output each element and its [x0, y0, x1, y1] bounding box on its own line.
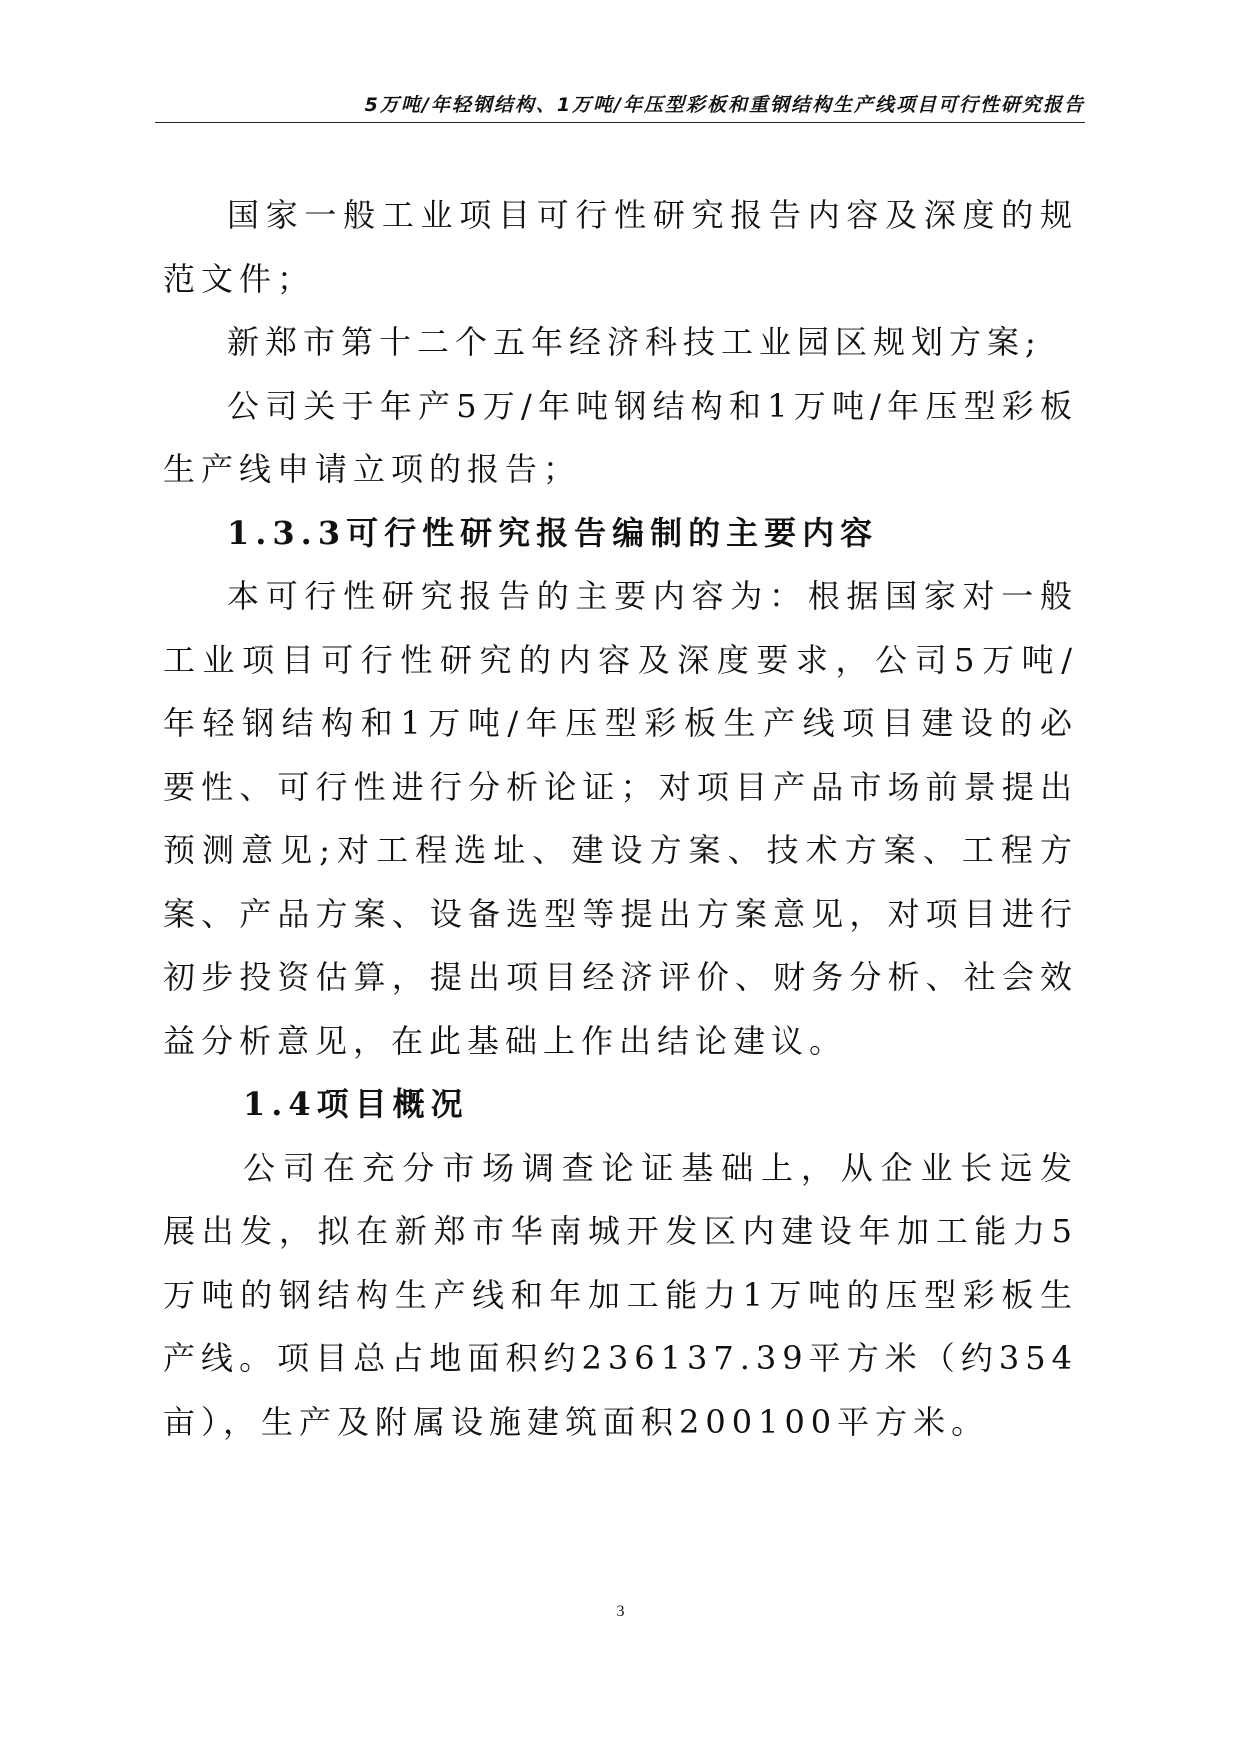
section-heading-1-3-3: 1.3.3可行性研究报告编制的主要内容: [227, 513, 879, 552]
paragraph-basis-1: 国家一般工业项目可行性研究报告内容及深度的规范文件；: [163, 196, 1078, 298]
paragraph-main-content: 本可行性研究报告的主要内容为：根据国家对一般工业项目可行性研究的内容及深度要求，公司5万吨/年轻钢结构和1万吨/年压型彩板生产线项目建设的必要性、可行性进行分析论证；对项目产品市场前景提出预测意见;对工程选址、建设方案、技术方案、工程方案、产品方案、设备选型等提出方案意见，对项目进行初步投资估算，提出项目经济评价、财务分析、社会效益分析意见，在此基础上作出结论建议。: [163, 577, 1078, 1060]
paragraph-basis-3: 公司关于年产5万/年吨钢结构和1万吨/年压型彩板生产线申请立项的报告；: [163, 386, 1078, 488]
page-number: 3: [616, 1603, 625, 1620]
section-heading-1-4: 1.4项目概况: [243, 1085, 469, 1123]
page-header: [155, 88, 1085, 123]
paragraph-basis-2: 新郑市第十二个五年经济科技工业园区规划方案;: [227, 323, 1042, 361]
header-title: 5万吨/年轻钢结构、1万吨/年压型彩板和重钢结构生产线项目可行性研究报告: [364, 94, 1085, 116]
paragraph-project-overview: 公司在充分市场调查论证基础上，从企业长远发展出发，拟在新郑市华南城开发区内建设年加工能力5万吨的钢结构生产线和年加工能力1万吨的压型彩板生产线。项目总占地面积约236137.39平方米（约354亩），生产及附属设施建筑面积200100平方米。: [163, 1148, 1078, 1441]
document-body: [163, 184, 1078, 1454]
